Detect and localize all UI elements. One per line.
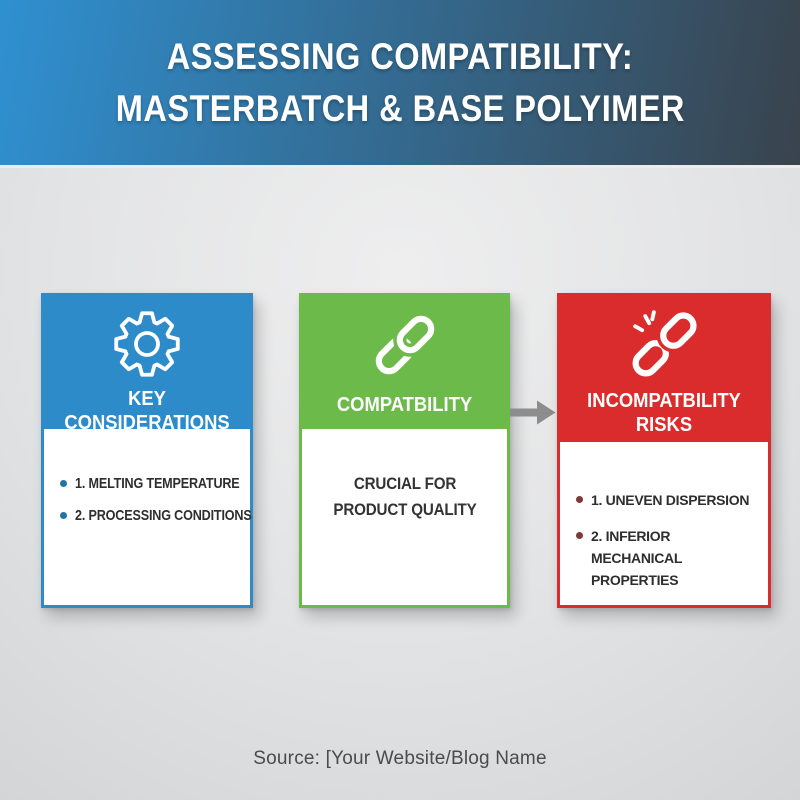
list-item: [60, 505, 252, 527]
bullet-dot: [576, 532, 583, 539]
card-key-considerations: [41, 293, 253, 608]
header-title-line1: ASSESSING COMPATIBILITY:: [166, 35, 634, 77]
list-item-text: 1. UNEVEN DISPERSION: [591, 492, 750, 508]
card-title: KEY CONSIDERATIONS: [64, 388, 230, 434]
card-compatibility: [299, 293, 510, 608]
list-item-text: 1. MELTING TEMPERATURE: [75, 475, 240, 492]
list-item: [576, 525, 764, 591]
list-item: [576, 489, 764, 511]
card-compatibility-body: [302, 471, 507, 523]
card-key-considerations-header: [44, 296, 250, 434]
card-incompatibility-risks: [557, 293, 771, 608]
card-title: INCOMPATBILITY RISKS: [587, 390, 741, 436]
gear-icon: [109, 306, 185, 387]
card-title: COMPATBILITY: [336, 394, 473, 416]
bullet-dot: [60, 480, 67, 487]
chain-link-icon: [366, 306, 444, 389]
flow-arrow-icon: [510, 399, 556, 426]
list-item: [60, 473, 246, 495]
card-incompatibility-risks-header: [560, 296, 768, 442]
card-compatibility-header: [302, 296, 507, 429]
bullet-dot: [60, 512, 67, 519]
card-key-considerations-body: [44, 429, 250, 527]
source-attribution: Source: [Your Website/Blog Name: [253, 748, 547, 769]
header-banner: [0, 0, 800, 168]
list-item-text: 2. INFERIOR MECHANICAL PROPERTIES: [591, 528, 682, 588]
header-title-line2: MASTERBATCH & BASE POLYIMER: [115, 87, 685, 129]
list-item-text: 2. PROCESSING CONDITIONS: [75, 507, 252, 524]
card-incompatibility-risks-body: [560, 442, 768, 591]
card-body-text: CRUCIAL FOR PRODUCT QUALITY: [332, 475, 477, 519]
bullet-dot: [576, 496, 583, 503]
broken-chain-icon: [625, 306, 703, 389]
